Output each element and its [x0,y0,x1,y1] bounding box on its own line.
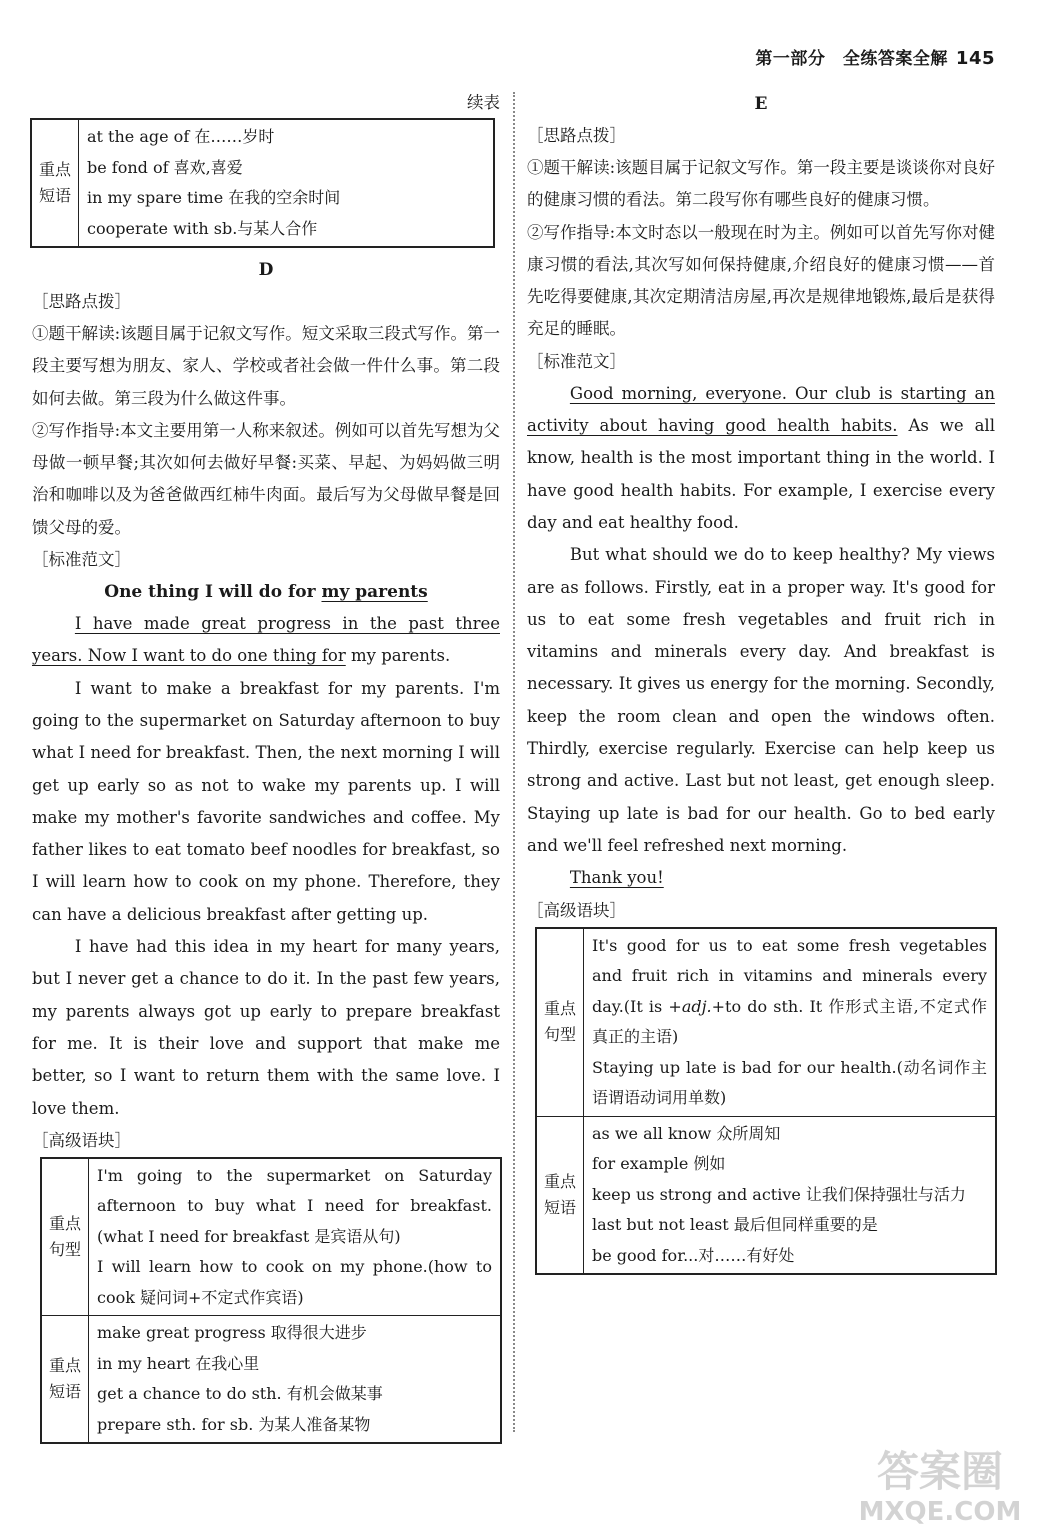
thinking-paragraph-2: ②写作指导:本文时态以一般现在时为主。例如可以首先写你对健康习惯的看法,其次写如何保持健康,介绍良好的健康习惯——首先吃得要健康,其次定期清洁房屋,再次是规律地锻炼,最后是获得充足的睡眠。 [527,222,995,339]
model-heading: ［标准范文］ [527,351,626,371]
header-title: 第一部分 全练答案全解 [755,49,948,69]
essay-paragraph-2: But what should we do to keep healthy? My views are as follows. Firstly, eat in a proper way. It's good for us to eat some fresh vegetables and fruit rich in vitamins and minerals every day. And breakfast is necessary. It gives us energy for the morning. Secondly, keep the room clean and open the windows often. Thirdly, exercise regularly. Exercise can help keep us strong and active. Last but not least, get enough sleep. Staying up late is bad for our health. Go to bed early and we'll feel refreshed next morning. [527,545,995,855]
essay-closing [527,862,995,894]
watermark-line1: 答案圈 [876,1447,1004,1496]
table-label: 重点句型 [536,928,584,1117]
essay-underlined-text: I have made great progress in the past three years. Now I want to do one thing for [32,614,500,666]
list-item: get a chance to do sth. 有机会做某事 [97,1384,383,1404]
list-item: at the age of 在……岁时 [87,127,275,146]
essay-paragraph-2: I want to make a breakfast for my parents. I'm going to the supermarket on Saturday afternoon to buy what I need for breakfast. Then, the next morning I will get up early so as not to wake my parents up. I will make my mother's favorite sandwiches and coffee. My father likes to eat tomato beef noodles for breakfast, so I will learn how to cook on my phone. Therefore, they can have a delicious breakfast after getting up. [32,678,500,924]
list-item: in my spare time 在我的空余时间 [87,188,341,207]
essay-text: my parents. [345,646,451,666]
left-column [32,88,500,1444]
essay-title-underlined: my parents [321,582,428,603]
section-letter-e: E [754,94,768,114]
table-items [584,1116,997,1274]
thinking-heading: ［思路点拨］ [527,126,626,145]
thinking-paragraph-1: ①题干解读:该题目属于记叙文写作。短文采取三段式写作。第一段主要写想为朋友、家人、学校或者社会做一件什么事。第二段如何去做。第三段为什么做这件事。 [32,324,500,408]
table-label: 重点句型 [41,1158,89,1316]
advanced-heading: ［高级语块］ [527,900,626,920]
adj-text: adj. [681,996,712,1016]
essay-closing-text: Thank you! [569,868,664,888]
table-items [89,1158,502,1316]
list-item: as we all know 众所周知 [592,1123,781,1143]
list-item [592,931,987,1053]
essay-underlined-text: Good morning, everyone. Our club is starting an activity about having good health habits. [527,383,995,436]
essay-paragraph-3: I have had this idea in my heart for many years, but I never get a chance to do it. In the past few years, my parents always got up early to prepare breakfast for me. It is their love and support that make me better, so I want to return them with the same love. I love them. [32,937,500,1118]
thinking-paragraph-2: ②写作指导:本文主要用第一人称来叙述。例如可以首先写想为父母做一顿早餐;其次如何去做好早餐:买菜、早起、为妈妈做三明治和咖啡以及为爸爸做西红柿牛肉面。最后写为父母做早餐是回馈父母的爱。 [32,420,500,537]
essay-title [32,576,500,608]
list-item: Staying up late is bad for our health.(动名词作主语谓语动词用单数) [592,1057,987,1108]
essay-paragraph-1 [32,608,500,673]
essay-paragraph-1 [527,378,995,539]
sentence-note: +to do sth. It 作形式主语,不定式作真正的主语) [592,996,987,1047]
list-item: prepare sth. for sb. 为某人准备某物 [97,1414,371,1434]
list-item: in my heart 在我心里 [97,1353,260,1373]
section-letter-d: D [258,260,274,280]
thinking-paragraph-1: ①题干解读:该题目属于记叙文写作。第一段主要是谈谈你对良好的健康习惯的看法。第二段写你有哪些良好的健康习惯。 [527,158,995,210]
table-advanced [40,1157,502,1445]
continued-label: 续表 [467,93,500,112]
table-label: 重点短语 [41,1316,89,1444]
list-item: be good for...对……有好处 [592,1245,795,1265]
table-label: 重点短语 [536,1116,584,1274]
right-column [527,88,995,1275]
list-item: last but not least 最后但同样重要的是 [592,1215,878,1235]
essay-title-main: One thing I will do for [104,582,322,603]
model-heading: ［标准范文］ [32,550,131,570]
table-items [584,928,997,1117]
essay-text: As we all know, health is the most important thing in the world. I have good health habits. For example, I exercise every day and eat healthy food. [527,416,995,532]
page-number: 145 [955,48,995,69]
watermark-line2: MXQE.COM [858,1497,1022,1527]
column-divider [513,92,515,1432]
table-advanced [535,927,997,1276]
thinking-heading: ［思路点拨］ [32,292,131,311]
list-item: be fond of 喜欢,喜爱 [87,157,243,177]
table-items [89,1316,502,1444]
sentence-text: It's good for us to eat some fresh vegetables and fruit rich in vitamins and minerals every day.(It is + [592,935,987,1016]
list-item: for example 例如 [592,1154,726,1174]
list-item: cooperate with sb.与某人合作 [87,218,318,238]
advanced-heading: ［高级语块］ [32,1130,131,1150]
table-label: 重点短语 [31,119,79,247]
page-header [755,44,995,69]
list-item: I will learn how to cook on my phone.(how to cook 疑问词+不定式作宾语) [97,1257,492,1307]
list-item: make great progress 取得很大进步 [97,1323,367,1343]
watermark-logo [855,1436,1025,1528]
list-item: keep us strong and active 让我们保持强壮与活力 [592,1184,966,1204]
table-top-phrases [30,118,495,248]
list-item: I'm going to the supermarket on Saturday afternoon to buy what I need for breakfast.(what I need for breakfast 是宾语从句) [97,1165,492,1246]
table-items [79,119,495,247]
